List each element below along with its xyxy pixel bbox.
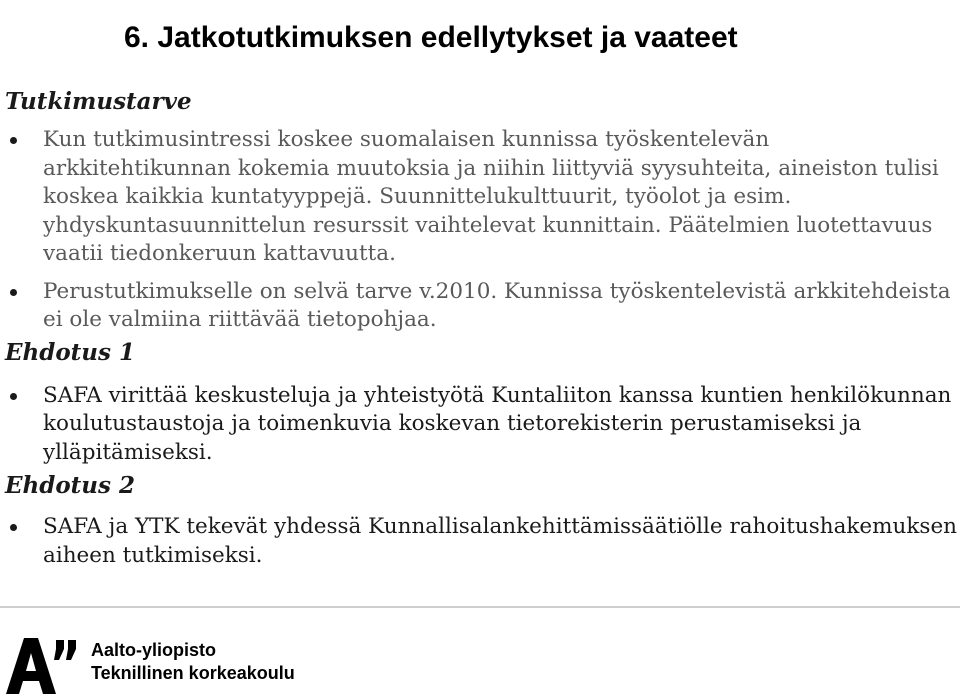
bullet-icon (10, 289, 17, 296)
slide-title: 6. Jatkotutkimuksen edellytykset ja vaateet (124, 21, 738, 55)
section-heading-ehdotus-1: Ehdotus 1 (5, 338, 135, 366)
slide-content (5, 86, 957, 570)
section-heading-tutkimustarve: Tutkimustarve (5, 88, 192, 115)
list-item (5, 278, 957, 335)
bullet-icon (10, 137, 17, 144)
section-heading-ehdotus-2: Ehdotus 2 (5, 472, 135, 499)
bullet-icon (10, 524, 17, 531)
list-item (5, 513, 957, 570)
list-item (5, 382, 957, 468)
bullet-text: SAFA virittää keskusteluja ja yhteistyötä Kuntaliiton kanssa kuntien henkilökunnan koulutustaustoja ja toimenkuvia koskevan tietorekisterin perustamiseksi ja ylläpitämiseksi. (43, 382, 952, 465)
bullet-text: Kun tutkimusintressi koskee suomalaisen kunnissa työskentelevän arkkitehtikunnan kokemia muutoksia ja niihin liittyviä syysuhteita, aineiston tulisi koskea kaikkia kuntatyyppejä. Suunnittelukulttuurit, työolot ja esim. yhdyskuntasuunnittelun resurssit vaihtelevat kunnittain. Päätelmien luotettavuus vaatii tiedonkeruun kattavuutta. (43, 127, 939, 266)
bullet-list-tutkimustarve (5, 126, 957, 335)
bullet-text: Perustutkimukselle on selvä tarve v.2010. Kunnissa työskentelevistä arkkitehdeista ei ole valmiina riittävää tietopohjaa. (43, 278, 951, 332)
aalto-logo-icon (6, 638, 78, 694)
bullet-list-ehdotus-2 (5, 513, 957, 570)
org-name: Aalto-yliopisto (91, 640, 216, 660)
bullet-text: SAFA ja YTK tekevät yhdessä Kunnallisalankehittämissäätiölle rahoitushakemuksen aiheen tutkimiseksi. (43, 514, 958, 568)
org-school: Teknillinen korkeakoulu (91, 663, 295, 683)
list-item (5, 126, 957, 269)
bullet-list-ehdotus-1 (5, 382, 957, 468)
bullet-icon (10, 393, 17, 400)
